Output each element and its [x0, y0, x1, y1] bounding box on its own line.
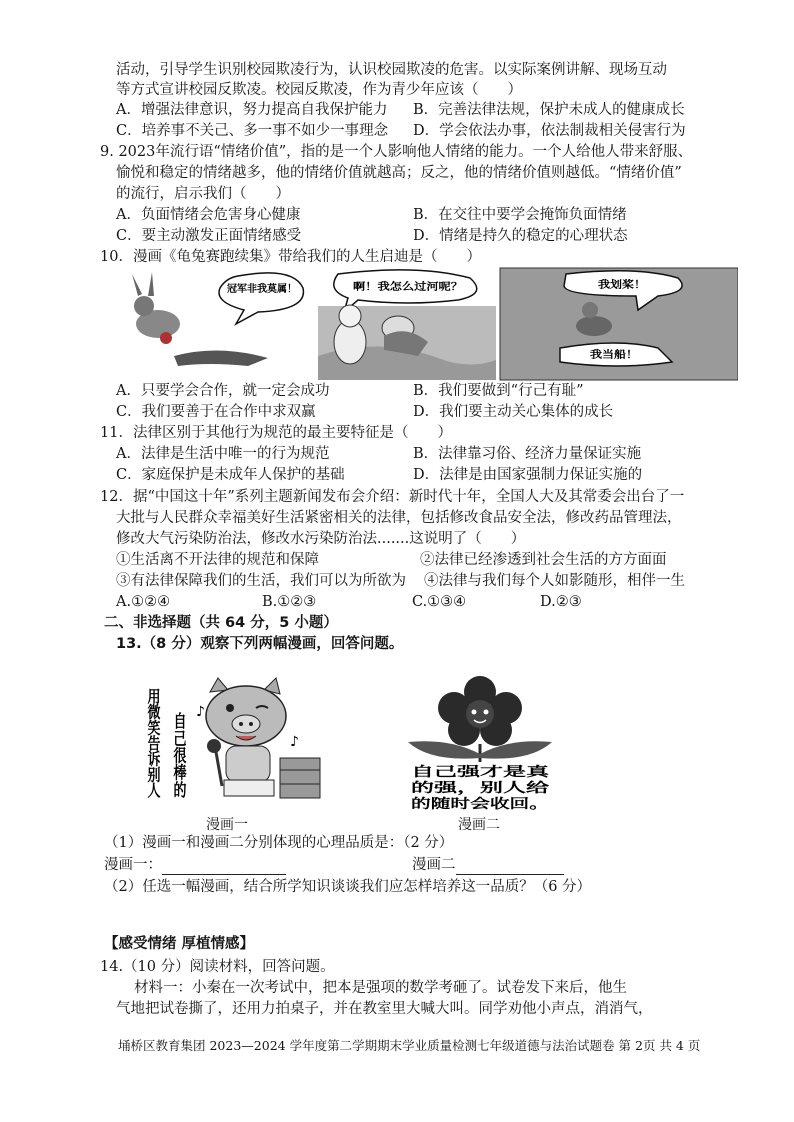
q11-option-a: A．法律是生活中唯一的行为规范	[116, 446, 330, 462]
q11-option-c: C．家庭保护是未成年人保护的基础	[116, 467, 345, 483]
comic-bubble-4: 我当船！	[590, 350, 630, 361]
q12-stem-line2: 大批与人民群众幸福美好生活紧密相关的法律，包括修改食品安全法，修改药品管理法，	[116, 510, 682, 526]
q12-option-d: D.②③	[540, 594, 582, 610]
comic-one	[140, 676, 340, 810]
comic1-caption: 漫画一	[206, 817, 248, 833]
svg-text:♪: ♪	[290, 734, 299, 750]
q12-statement-1: ①生活离不开法律的规范和保障	[116, 552, 319, 568]
q8-option-d: D．学会依法办事，依法制裁相关侵害行为	[413, 123, 686, 139]
q13-stem: 13.（8 分）观察下列两幅漫画，回答问题。	[116, 636, 404, 652]
comic-bubble-2: 啊！我怎么过河呢？	[353, 282, 443, 293]
q11-stem: 11．法律区别于其他行为规范的最主要特征是（ ）	[100, 425, 452, 441]
q9-stem-line1: 9. 2023年流行语“情绪价值”，指的是一个人影响他人情绪的能力。一个人给他人带来舒服、	[100, 144, 693, 160]
flower-figure	[408, 676, 552, 762]
pig-figure	[196, 678, 320, 798]
comic2-text-line2: 的强，别人给	[411, 781, 490, 796]
comic-bubble-3: 我划桨！	[598, 280, 638, 291]
comic-two	[400, 676, 560, 810]
q12-statement-2: ②法律已经渗透到社会生活的方方面面	[420, 552, 667, 568]
comic2-text-line3: 的随时会收回。	[411, 797, 503, 810]
comic-panel-3	[500, 268, 738, 380]
q11-option-b: B．法律靠习俗、经济力量保证实施	[413, 446, 642, 462]
svg-text:♪: ♪	[196, 704, 205, 720]
q10-stem: 10．漫画《龟兔赛跑续集》带给我们的人生启迪是（ ）	[100, 249, 481, 265]
q13-sub1: （1）漫画一和漫画二分别体现的心理品质是：（2 分）	[104, 835, 454, 851]
q10-option-a: A．只要学会合作，就一定会成功	[116, 383, 330, 399]
q9-stem-line2: 愉悦和稳定的情绪越多，他的情绪价值就越高；反之，他的情绪价值则越低。“情绪价值”	[116, 165, 682, 181]
page-footer: 埇桥区教育集团 2023—2024 学年度第二学期期末学业质量检测七年级道德与法治试题卷 第 2页 共 4 页	[118, 1038, 701, 1053]
q8-stem-line1: 活动，引导学生识别校园欺凌行为，认识校园欺凌的危害。以实际案例讲解、现场互动	[116, 62, 667, 78]
q13-answer-line-2	[412, 855, 564, 875]
section-title: 【感受情绪 厚植情感】	[104, 936, 255, 952]
q8-option-c: C．培养事不关己、多一事不如少一事理念	[116, 123, 389, 139]
q14-material1-line2: 气地把试卷撕了，还用力拍桌子，并在教室里大喊大叫。同学劝他小声点，消消气，	[116, 1001, 653, 1017]
answer-blank-comic2[interactable]	[456, 858, 564, 875]
q14-stem: 14.（10 分）阅读材料，回答问题。	[100, 959, 335, 975]
q9-option-c: C．要主动激发正面情绪感受	[116, 228, 302, 244]
q9-option-a: A．负面情绪会危害身心健康	[116, 207, 301, 223]
q13-sub2: （2）任选一幅漫画，结合所学知识谈谈我们应怎样培养这一品质？（6 分）	[104, 879, 592, 895]
q12-statement-3: ③有法律保障我们的生活，我们可以为所欲为	[116, 573, 406, 589]
section-2-heading: 二、非选择题（共 64 分，5 小题）	[104, 615, 338, 631]
q8-option-a: A．增强法律意识，努力提高自我保护能力	[116, 102, 388, 118]
comic2-text-line1: 自己强才是真	[411, 765, 490, 780]
q9-option-d: D．情绪是持久的稳定的心理状态	[413, 228, 628, 244]
answer-blank-comic1[interactable]	[162, 858, 286, 875]
q13-answer-line-1	[104, 855, 286, 875]
blank2-label: 漫画二	[412, 857, 456, 873]
comic-tortoise-hare	[118, 266, 738, 384]
comic1-vertical-text-right: 自己很棒的	[170, 712, 186, 777]
q10-option-c: C．我们要善于在合作中求双赢	[116, 404, 316, 420]
q8-option-b: B．完善法律法规，保护未成人的健康成长	[413, 102, 685, 118]
q12-stem-line1: 12．据“中国这十年”系列主题新闻发布会介绍：新时代十年，全国人大及其常委会出台了一	[100, 489, 685, 505]
q12-option-c: C.①③④	[412, 594, 467, 610]
q12-stem-line3: 修改大气污染防治法，修改水污染防治法.......这说明了（ ）	[116, 531, 526, 547]
q12-option-b: B.①②③	[262, 594, 317, 610]
q12-statement-4: ④法律与我们每个人如影随形，相伴一生	[424, 573, 685, 589]
q9-option-b: B．在交往中要学会掩饰负面情绪	[413, 207, 627, 223]
q9-stem-line3: 的流行，启示我们（ ）	[116, 186, 290, 202]
tortoise-figure	[174, 350, 268, 366]
q10-option-b: B．我们要做到“行己有耻”	[413, 383, 584, 399]
q10-option-d: D．我们要主动关心集体的成长	[413, 404, 614, 420]
comic-panel-2	[318, 268, 496, 380]
comic-bubble-1: 冠军非我莫属！	[227, 284, 297, 295]
q12-option-a: A.①②④	[116, 594, 171, 610]
q14-material1-line1: 材料一：小秦在一次考试中，把本是强项的数学考砸了。试卷发下来后，他生	[134, 980, 627, 996]
blank1-label: 漫画一：	[104, 857, 162, 873]
q11-option-d: D．法律是由国家强制力保证实施的	[413, 467, 643, 483]
q8-stem-line2: 等方式宣讲校园反欺凌。校园反欺凌，作为青少年应该（ ）	[116, 82, 522, 98]
comic1-vertical-text-left: 用微笑告诉别人	[144, 688, 160, 779]
comic2-caption: 漫画二	[458, 817, 500, 833]
comic-panel-1	[132, 272, 303, 366]
